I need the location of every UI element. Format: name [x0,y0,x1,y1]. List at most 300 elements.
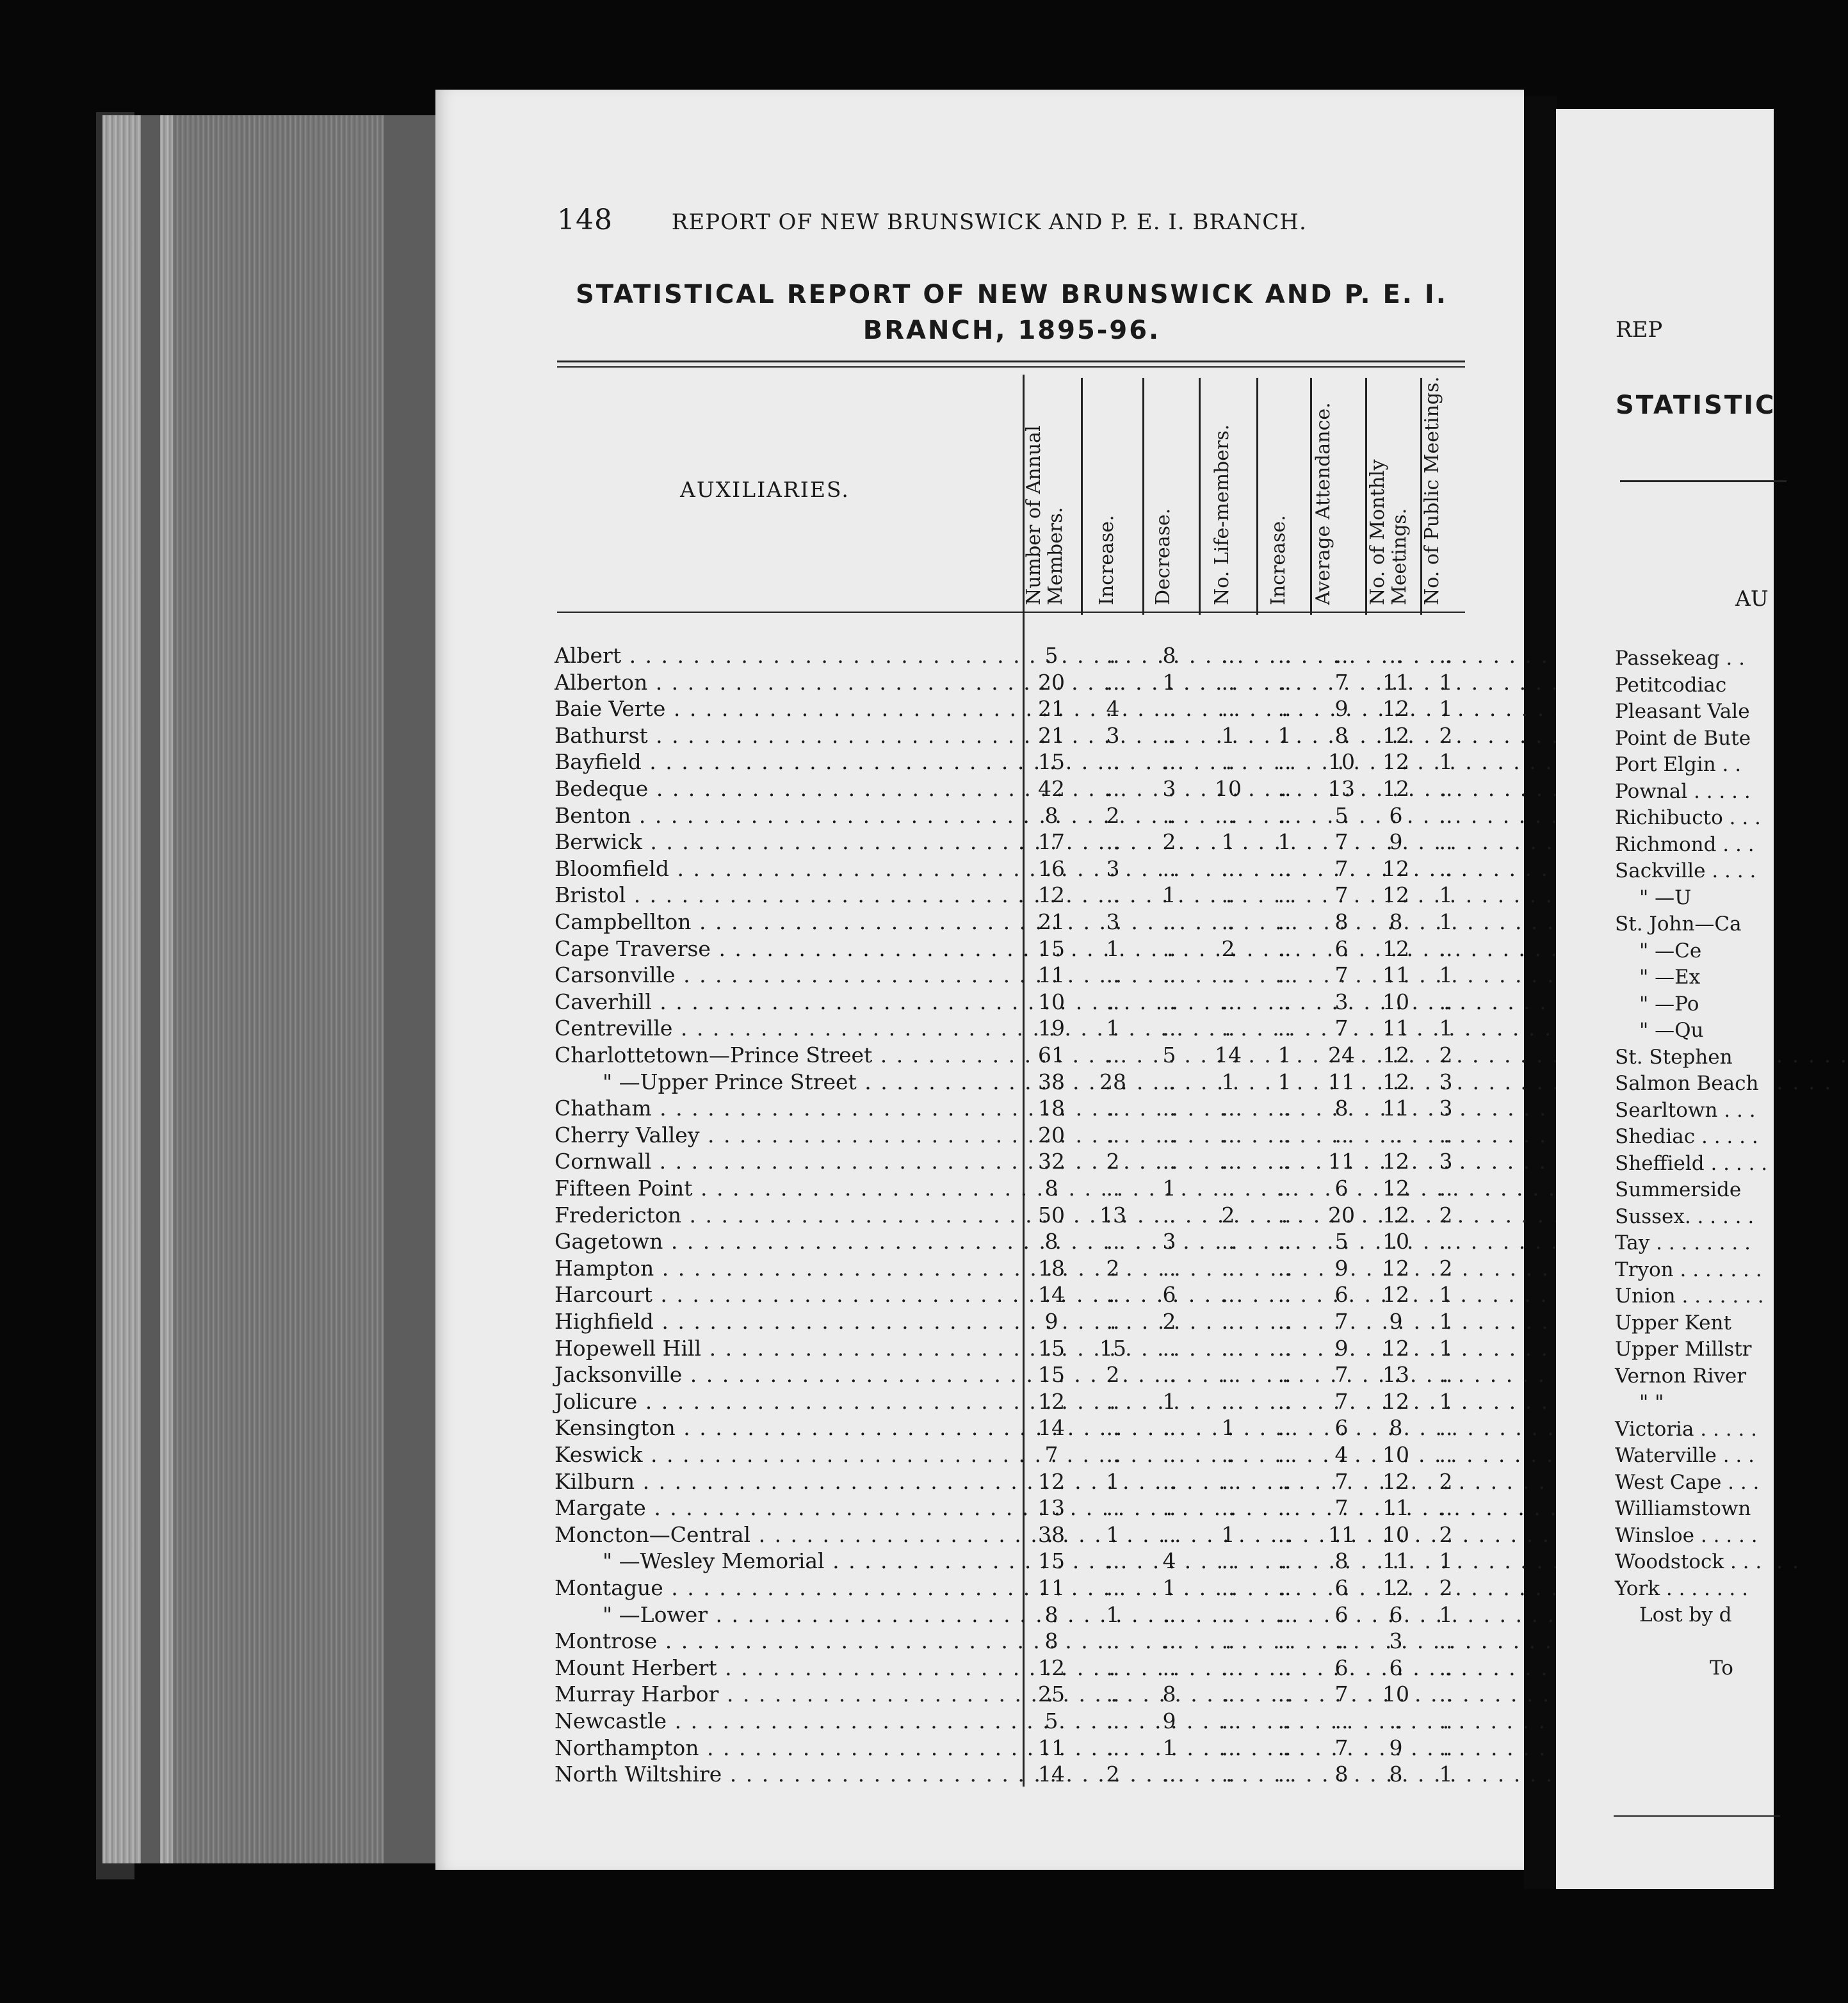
auxiliaries-column-header: AUXILIARIES. [680,477,850,502]
table-cell: .. [1221,1016,1235,1041]
table-cell: .. [1277,669,1292,695]
table-cell: .. [1277,1388,1292,1414]
table-cell: .. [1277,1415,1292,1441]
table-cell: 12 [1382,1575,1409,1600]
table-cell: .. [1106,1176,1120,1201]
table-row [555,1042,1464,1068]
table-cell: .. [1221,1255,1235,1281]
table-cell: 2 [1439,1202,1453,1228]
table-cell: 3 [1162,1229,1176,1254]
auxiliary-name: Bedeque . . . [555,775,1014,802]
table-cell: .. [1277,1548,1292,1574]
auxiliary-name: Cape Traverse . . . [555,936,1014,962]
column-divider [1199,378,1201,615]
table-cell: 11 [1382,962,1409,988]
table-cell: 8 [1334,722,1349,748]
table-cell: 7 [1334,1735,1349,1760]
table-cell: .. [1221,802,1235,828]
table-cell: 12 [1382,1282,1409,1308]
table-cell: 8 [1334,909,1349,934]
auxiliary-name: " —Wesley Memorial . . . [555,1548,1062,1574]
table-cell: 1 [1439,669,1453,695]
table-cell: .. [1221,1735,1235,1760]
table-cell: 1 [1106,1468,1120,1494]
table-cell: .. [1106,989,1120,1014]
table-cell: .. [1162,989,1176,1014]
table-cell: .. [1439,1628,1453,1654]
header-bottom-rule [557,612,1465,613]
table-cell: 10 [1382,1521,1409,1547]
table-cell: .. [1439,936,1453,961]
table-cell: .. [1106,1229,1120,1254]
table-cell: 9 [1389,1735,1403,1760]
table-cell: 8 [1334,1762,1349,1787]
auxiliary-name: Bloomfield . . . [555,856,1014,882]
table-cell: .. [1106,1548,1120,1574]
column-header: No. of Monthly Meetings. [1366,459,1411,605]
table-cell: .. [1439,776,1453,801]
facing-row: Passekeag . . [1615,647,1745,670]
table-cell: 11 [1038,1575,1065,1600]
table-cell: 20 [1038,669,1065,695]
table-row [555,1335,1464,1361]
table-row [555,1095,1464,1121]
table-cell: 10 [1215,776,1242,801]
table-cell: .. [1221,1096,1235,1121]
table-cell: 10 [1382,1229,1409,1254]
auxiliary-name: Bathurst . . . [555,722,1014,749]
auxiliary-name: North Wiltshire . . . [555,1761,1014,1787]
page-number: 148 [557,204,613,236]
table-cell: 21 [1038,696,1065,722]
facing-row: " " [1639,1391,1664,1414]
table-cell: 12 [1382,722,1409,748]
table-cell: 12 [1382,936,1409,961]
table-cell: .. [1221,1122,1235,1147]
table-cell: .. [1277,856,1292,881]
table-cell: 4 [1106,696,1120,722]
table-cell: .. [1277,1442,1292,1467]
table-cell: 6 [1334,1655,1349,1680]
table-cell: 12 [1382,1202,1409,1228]
table-cell: .. [1221,1628,1235,1654]
table-row [555,1361,1464,1388]
table-row [555,1495,1464,1521]
table-cell: 1 [1162,1575,1176,1600]
table-cell: .. [1334,1628,1349,1654]
auxiliary-name: Baie Verte . . . [555,695,1014,722]
table-cell: 61 [1038,1042,1065,1067]
table-row [555,1388,1464,1415]
table-cell: .. [1277,1708,1292,1733]
table-cell: .. [1162,1415,1176,1441]
table-cell: 2 [1439,1255,1453,1281]
table-cell: .. [1106,1682,1120,1707]
table-cell: .. [1389,1122,1403,1147]
table-cell: .. [1334,1708,1349,1733]
table-cell: 1 [1277,1069,1292,1094]
facing-row: Pownal . . . . . [1615,779,1751,803]
auxiliary-name: Cornwall . . . [555,1148,1014,1174]
auxiliary-name: Chatham . . . [555,1095,1014,1121]
report-title-line-1: STATISTICAL REPORT OF NEW BRUNSWICK AND P. E. I. [576,280,1448,309]
table-row [555,1681,1464,1707]
table-cell: 11 [1382,1495,1409,1521]
facing-row: " —Ex [1639,966,1701,989]
table-cell: 1 [1106,1521,1120,1547]
table-cell: .. [1106,1042,1120,1067]
table-cell: .. [1277,1202,1292,1228]
facing-row: " —Po [1639,992,1699,1016]
table-cell: .. [1106,1309,1120,1334]
auxiliary-name: Jacksonville . . . [555,1361,1014,1388]
table-cell: .. [1106,1575,1120,1600]
table-cell: 12 [1382,1335,1409,1361]
table-cell: .. [1221,962,1235,988]
facing-row: Sheffield . . . . . [1615,1151,1768,1175]
table-row [555,1628,1464,1654]
table-row [555,669,1464,695]
table-cell: .. [1162,1468,1176,1494]
table-cell: 1 [1439,1388,1453,1414]
table-row [555,1415,1464,1441]
table-cell: .. [1221,643,1235,668]
table-cell: 6 [1334,1415,1349,1441]
table-cell: .. [1162,1255,1176,1281]
table-cell: 7 [1334,669,1349,695]
table-row [555,1308,1464,1334]
table-cell: 9 [1044,1309,1058,1334]
table-cell: .. [1439,1495,1453,1521]
auxiliary-name: Margate . . . [555,1495,1014,1521]
table-cell: .. [1106,1096,1120,1121]
table-cell: 12 [1382,856,1409,881]
table-cell: 12 [1382,1255,1409,1281]
table-cell: 9 [1162,1708,1176,1733]
table-cell: 1 [1162,1176,1176,1201]
table-cell: 9 [1389,1309,1403,1334]
table-cell: 1 [1277,829,1292,855]
table-cell: .. [1439,1176,1453,1201]
table-cell: .. [1221,1682,1235,1707]
table-cell: 6 [1162,1282,1176,1308]
table-cell: 1 [1439,1282,1453,1308]
table-cell: .. [1277,643,1292,668]
table-cell: 15 [1099,1335,1126,1361]
facing-row: " —Qu [1639,1019,1704,1042]
table-cell: .. [1106,776,1120,801]
table-cell: .. [1277,1016,1292,1041]
table-cell: .. [1162,1069,1176,1094]
table-cell: .. [1221,669,1235,695]
table-cell: .. [1277,1255,1292,1281]
facing-row: Lost by d [1639,1603,1732,1626]
table-cell: .. [1277,1282,1292,1308]
table-cell: 2 [1439,1575,1453,1600]
auxiliary-name: Bayfield . . . [555,749,1014,775]
facing-row: Port Elgin . . [1615,753,1742,776]
facing-row: Richmond . . . [1615,832,1755,856]
table-cell: .. [1162,1335,1176,1361]
table-cell: 1 [1162,1735,1176,1760]
facing-row: Sackville . . . . [1615,859,1756,882]
table-cell: .. [1389,643,1403,668]
table-cell: .. [1162,1016,1176,1041]
table-cell: .. [1162,1495,1176,1521]
table-cell: 12 [1382,1069,1409,1094]
table-cell: .. [1106,1442,1120,1467]
table-cell: 21 [1038,722,1065,748]
table-cell: 6 [1389,1655,1403,1680]
table-cell: 6 [1334,936,1349,961]
table-cell: 8 [1334,1548,1349,1574]
auxiliary-name: Murray Harbor . . . [555,1681,1014,1707]
table-cell: 9 [1334,1255,1349,1281]
table-cell: 2 [1106,1362,1120,1388]
table-cell: 7 [1334,1016,1349,1041]
table-cell: 10 [1328,749,1355,775]
table-cell: 8 [1389,909,1403,934]
table-cell: 2 [1106,1762,1120,1787]
table-cell: .. [1221,1495,1235,1521]
auxiliary-name: " —Lower . . . [555,1602,1062,1628]
table-cell: 14 [1038,1762,1065,1787]
table-cell: 3 [1162,776,1176,801]
auxiliary-name: Alberton . . . [555,669,1014,695]
table-cell: .. [1106,1282,1120,1308]
table-row [555,1575,1464,1601]
table-cell: 11 [1382,669,1409,695]
table-cell: .. [1277,989,1292,1014]
table-cell: 17 [1038,829,1065,855]
table-cell: 3 [1439,1069,1453,1094]
table-cell: 3 [1106,856,1120,881]
table-cell: 11 [1382,1096,1409,1121]
table-cell: .. [1277,1176,1292,1201]
table-cell: 12 [1382,1468,1409,1494]
table-cell: .. [1221,1176,1235,1201]
table-cell: 1 [1221,1521,1235,1547]
auxiliary-name: " —Upper Prince Street . . . [555,1069,1062,1095]
auxiliary-name: Fifteen Point . . . [555,1175,1014,1201]
table-cell: 1 [1221,829,1235,855]
table-cell: .. [1162,1442,1176,1467]
table-cell: 6 [1334,1282,1349,1308]
table-cell: 12 [1038,1655,1065,1680]
table-row [555,1069,1464,1095]
table-cell: .. [1106,1495,1120,1521]
table-cell: 1 [1162,882,1176,908]
facing-title: STATISTIC [1616,391,1776,420]
table-cell: .. [1162,1521,1176,1547]
auxiliary-name: Caverhill . . . [555,989,1014,1015]
table-row [555,1761,1464,1787]
table-cell: .. [1439,1122,1453,1147]
running-head-text: REPORT OF NEW BRUNSWICK AND P. E. I. BRANCH. [671,209,1307,235]
page-edge-band [173,115,384,1863]
facing-row: Richibucto . . . [1615,806,1761,829]
table-cell: 8 [1334,1096,1349,1121]
column-header: Average Attendance. [1312,402,1334,605]
column-divider [1256,378,1258,615]
facing-bottom-rule [1614,1815,1780,1817]
table-top-rule-thin [557,366,1465,368]
table-row [555,1202,1464,1228]
table-cell: 4 [1334,1442,1349,1467]
table-cell: .. [1221,1602,1235,1627]
table-row [555,1255,1464,1281]
table-cell: 8 [1044,1602,1058,1627]
table-cell: 12 [1382,1042,1409,1067]
table-cell: .. [1277,1362,1292,1388]
auxiliary-name: Mount Herbert . . . [555,1655,1014,1681]
table-cell: 4 [1162,1548,1176,1574]
table-cell: 12 [1382,882,1409,908]
table-cell: .. [1106,1388,1120,1414]
table-cell: 5 [1162,1042,1176,1067]
table-cell: 12 [1382,696,1409,722]
table-cell: 7 [1334,856,1349,881]
auxiliary-name: Moncton—Central . . . [555,1521,1014,1548]
table-cell: 15 [1038,1362,1065,1388]
table-cell: .. [1221,856,1235,881]
table-cell: .. [1277,1335,1292,1361]
table-cell: 5 [1044,1708,1058,1733]
table-cell: .. [1221,1229,1235,1254]
table-cell: 3 [1439,1096,1453,1121]
table-cell: .. [1277,1682,1292,1707]
table-cell: 1 [1439,882,1453,908]
table-cell: 1 [1439,1309,1453,1334]
table-cell: .. [1106,669,1120,695]
table-cell: 1 [1106,1602,1120,1627]
table-cell: .. [1277,936,1292,961]
table-cell: .. [1277,909,1292,934]
table-cell: .. [1277,1122,1292,1147]
table-row [555,1015,1464,1041]
facing-row: Tay . . . . . . . . [1615,1231,1751,1254]
table-cell: .. [1162,1762,1176,1787]
auxiliary-name: Harcourt . . . [555,1281,1014,1308]
table-cell: 1 [1439,1335,1453,1361]
table-cell: 5 [1334,1229,1349,1254]
table-cell: .. [1439,989,1453,1014]
auxiliary-name: Northampton . . . [555,1735,1014,1761]
table-cell: 38 [1038,1069,1065,1094]
table-cell: .. [1162,962,1176,988]
table-cell: .. [1106,882,1120,908]
auxiliary-name: Berwick . . . [555,829,1014,855]
table-row [555,1735,1464,1761]
column-header: No. Life-members. [1211,424,1233,605]
table-cell: .. [1162,1362,1176,1388]
running-head [557,204,1307,236]
table-cell: .. [1334,643,1349,668]
table-cell: 1 [1439,1548,1453,1574]
table-cell: 13 [1382,1362,1409,1388]
table-row [555,1122,1464,1148]
table-cell: .. [1221,1282,1235,1308]
table-cell: .. [1162,1628,1176,1654]
table-cell: 2 [1162,1309,1176,1334]
table-cell: 8 [1162,1682,1176,1707]
table-cell: 5 [1334,802,1349,828]
table-row [555,1708,1464,1734]
table-cell: 10 [1038,989,1065,1014]
page-edge-band [141,115,160,1863]
book-page-edges [102,115,435,1863]
table-row [555,1602,1464,1628]
facing-top-rule [1620,480,1787,482]
table-cell: 2 [1439,1468,1453,1494]
table-cell: .. [1162,1122,1176,1147]
facing-row: Summerside [1615,1178,1742,1201]
table-cell: 2 [1439,1521,1453,1547]
table-cell: 1 [1439,696,1453,722]
table-cell: 11 [1382,1016,1409,1041]
table-cell: .. [1439,1682,1453,1707]
table-cell: .. [1277,1575,1292,1600]
table-cell: 2 [1106,1255,1120,1281]
table-cell: .. [1277,1655,1292,1680]
table-cell: 2 [1106,802,1120,828]
table-cell: .. [1277,1762,1292,1787]
table-cell: 8 [1389,1762,1403,1787]
auxiliary-name: Centreville . . . [555,1015,1014,1041]
table-cell: 5 [1044,643,1058,668]
table-cell: .. [1162,1202,1176,1228]
column-divider [1142,378,1144,615]
table-cell: .. [1162,909,1176,934]
table-cell: 11 [1038,1735,1065,1760]
table-cell: 10 [1382,1682,1409,1707]
facing-row: Upper Kent [1615,1311,1731,1334]
table-cell: 7 [1334,1362,1349,1388]
table-cell: .. [1162,1096,1176,1121]
table-cell: 1 [1439,749,1453,775]
table-cell: 7 [1044,1442,1058,1467]
table-cell: .. [1106,1655,1120,1680]
table-cell: .. [1439,829,1453,855]
facing-row: Vernon River [1615,1364,1747,1388]
table-cell: .. [1221,909,1235,934]
facing-row: Searltown . . . [1615,1098,1756,1122]
table-cell: .. [1162,1655,1176,1680]
table-cell: .. [1221,989,1235,1014]
table-row [555,962,1464,988]
auxiliary-name: Kensington . . . [555,1415,1014,1441]
table-cell: 1 [1162,669,1176,695]
table-cell: .. [1221,1362,1235,1388]
table-cell: 3 [1439,1149,1453,1174]
table-cell: 8 [1162,643,1176,668]
table-cell: .. [1106,1735,1120,1760]
table-cell: 11 [1328,1149,1355,1174]
table-row [555,1468,1464,1495]
table-cell: 24 [1328,1042,1355,1067]
table-cell: 3 [1106,722,1120,748]
table-cell: 13 [1099,1202,1126,1228]
table-cell: .. [1106,643,1120,668]
table-row [555,1148,1464,1174]
table-cell: 12 [1038,882,1065,908]
table-cell: 21 [1038,909,1065,934]
report-title [557,277,1466,348]
table-cell: 7 [1334,1309,1349,1334]
facing-row: Williamstown [1615,1497,1751,1520]
column-divider [1081,378,1083,615]
table-cell: .. [1221,696,1235,722]
